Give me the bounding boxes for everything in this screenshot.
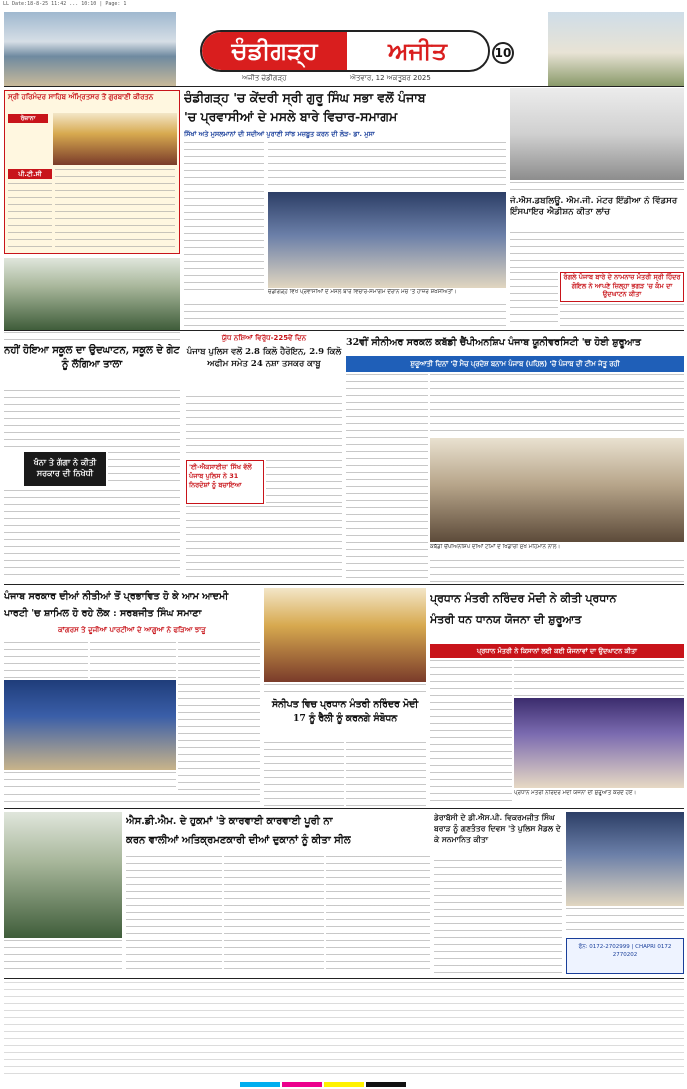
ad-title: ਸ੍ਰੀ ਹਰਿਮੰਦਰ ਸਾਹਿਬ ਅੰਮ੍ਰਿਤਸਰ ਤੋਂ ਗੁਰਬਾਣੀ ਕੀਰਤਨ: [8, 93, 154, 101]
modi-caption: ਪ੍ਰਧਾਨ ਮੰਤਰੀ ਨਰਿੰਦਰ ਮੋਦੀ ਯੋਜਨਾ ਦੀ ਸ਼ੁਰੂਆਤ ਕਰਦੇ ਹੋਏ।: [514, 790, 637, 796]
color-bar-cyan: [240, 1082, 280, 1087]
date-label: ਐਤਵਾਰ, 12 ਅਕਤੂਬਰ 2025: [350, 74, 431, 82]
drugs-box: 'ਈ-ਐਕਸਾਈਜ਼' ਸਿੱਖ ਵੱਲੋਂ ਪੰਜਾਬ ਪੁਲਿਸ ਨੇ 31 ਨਿਰਦੋਸ਼ਾਂ ਨੂੰ ਬਚਾਇਆ: [186, 460, 264, 504]
drugs-body-3: [186, 506, 342, 580]
header-rule: [4, 86, 684, 87]
modi-stage-photo: [264, 588, 426, 682]
aap-photo: [4, 680, 176, 770]
aap-body-3: [178, 642, 260, 792]
sdm-headline: [126, 812, 430, 852]
footer-ad: ਫੋਨ: 0172-2702999 | CHAPRI 0172 2770202: [566, 938, 684, 974]
school-body-2: [108, 452, 180, 486]
top-story-col2: [268, 142, 506, 190]
section-rule-3: [4, 808, 684, 809]
section-rule-1: [4, 330, 684, 331]
color-bar-magenta: [282, 1082, 322, 1087]
sdm-photo: [4, 812, 122, 938]
car-caption: [510, 182, 684, 194]
modi-photo: [514, 698, 684, 788]
aap-body-1: [4, 642, 88, 678]
golden-temple-photo: [53, 113, 177, 165]
modi-headline-line1: ਪ੍ਰਧਾਨ ਮੰਤਰੀ ਨਰਿੰਦਰ ਮੋਦੀ ਨੇ ਕੀਤੀ ਪ੍ਰਧਾਨ: [430, 592, 617, 605]
aap-body-4: [4, 794, 260, 806]
kabaddi-body-top: [430, 374, 684, 436]
ad-label-channel: ਪੀ.ਟੀ.ਸੀ: [8, 169, 52, 179]
masthead-city: ਚੰਡੀਗੜ੍ਹ: [202, 32, 347, 70]
car-body: [510, 232, 684, 272]
police-caption: [566, 908, 684, 936]
sdm-body-2: [224, 856, 324, 974]
car-headline: ਜੇ.ਐਸ.ਡਬਲਿਊ. ਐਮ.ਜੀ. ਮੋਟਰ ਇੰਡੀਆ ਨੇ ਵਿੰਡਸਰ ਇੰਸਪਾਇਰ ਐਡੀਸ਼ਨ ਕੀਤਾ ਲਾਂਚ: [510, 196, 678, 217]
top-story-caption: ਚੰਡੀਗੜ੍ਹ ਵਿਖੇ ਪ੍ਰਵਾਸੀਆਂ ਦੇ ਮਸਲੇ ਬਾਰੇ ਵਿਚਾਰ-ਸਮਾਗਮ ਦੌਰਾਨ ਮੰਚ 'ਤੇ ਹਾਜ਼ਰ ਸ਼ਖ਼ਸੀਅਤਾਂ।: [268, 289, 457, 295]
dateline: [200, 74, 490, 84]
section-rule-2: [4, 584, 684, 585]
drugs-body-1: [186, 396, 342, 458]
color-bar-black: [366, 1082, 406, 1087]
color-bar-yellow: [324, 1082, 364, 1087]
aap-subhead: ਕਾਂਗਰਸ ਤੇ ਦੂਜੀਆਂ ਪਾਰਟੀਆਂ ਦੇ ਆਗੂਆਂ ਨੇ ਫੜਿਆ ਝਾੜੂ: [58, 626, 206, 634]
aap-body-2: [90, 642, 176, 678]
masthead: [200, 30, 490, 72]
kabaddi-caption: ਕਬੱਡੀ ਚੈਂਪੀਅਨਸ਼ਿਪ ਦੀਆਂ ਟੀਮਾਂ ਦੇ ਖਿਡਾਰੀ ਮੁੱਖ ਮਹਿਮਾਨ ਨਾਲ।: [430, 544, 561, 550]
sdm-body-3: [326, 856, 430, 974]
school-box: ਖੰਨਾ ਤੇ ਗੱਗਾ ਨੇ ਕੀਤੀ ਸਰਕਾਰ ਦੀ ਨਿਖੇਧੀ: [24, 452, 106, 486]
drugs-kicker: ਯੁੱਧ ਨਸ਼ਿਆਂ ਵਿਰੁੱਧ-225ਵੇਂ ਦਿਨ: [221, 334, 307, 342]
car-col-right: [560, 304, 684, 326]
sdm-body-1: [126, 856, 222, 974]
top-story-headline: [184, 88, 506, 128]
car-photo: [510, 88, 684, 180]
aap-headline-line2: ਪਾਰਟੀ 'ਚ ਸ਼ਾਮਿਲ ਹੋ ਰਹੇ ਲੋਕ : ਸਰਬਜੀਤ ਸਿੰਘ ਸਮਾਣਾ: [4, 608, 202, 619]
gurbani-ad: [4, 90, 180, 254]
police-body-1: [434, 860, 562, 974]
top-story-subhead: ਸਿੱਖਾਂ ਅਤੇ ਮੁਸਲਮਾਨਾਂ ਦੀ ਸਦੀਆਂ ਪੁਰਾਣੀ ਸਾਂਝ ਮਜ਼ਬੂਤ ਕਰਨ ਦੀ ਲੋੜ- ਡਾ. ਮੁਸਾ: [184, 130, 375, 138]
school-body-1: [4, 390, 180, 448]
kabaddi-body-left: [346, 374, 428, 580]
school-body-3: [4, 490, 180, 580]
bottom-text-block: [4, 982, 684, 1078]
police-headline: ਡੇਰਾਬੱਸੀ ਦੇ ਡੀ.ਐਸ.ਪੀ. ਵਿਕਰਮਜੀਤ ਸਿੰਘ ਬਰਾੜ ਨੂੰ ਗਣਤੰਤਰ ਦਿਵਸ 'ਤੇ ਪੁਲਿਸ ਮੈਡਲ ਦੇ ਕੇ ਸਨਮਾਨਿਤ ਕੀਤਾ: [434, 813, 561, 845]
modi-body-1: [430, 660, 512, 806]
header-photo-left: [4, 12, 176, 86]
ad-body-text: [55, 169, 175, 249]
ad-label-daily: ਰੋਜ਼ਾਨਾ: [8, 114, 48, 123]
ad-body-text-2: [8, 183, 52, 249]
sonipat-body-2: [346, 742, 426, 806]
school-headline: ਨਹੀਂ ਹੋਇਆ ਸਕੂਲ ਦਾ ਉਦਘਾਟਨ, ਸਕੂਲ ਦੇ ਗੇਟ ਨੂੰ ਲੱਗਿਆ ਤਾਲਾ: [4, 345, 180, 370]
footer-rule: [4, 978, 684, 979]
top-story-continued: [184, 304, 506, 326]
top-story-col1: [184, 142, 264, 292]
sdm-photo-caption: [4, 940, 122, 974]
sonipat-headline: ਸੋਨੀਪਤ ਵਿਚ ਪ੍ਰਧਾਨ ਮੰਤਰੀ ਨਰਿੰਦਰ ਮੋਦੀ 17 ਨੂੰ ਰੈਲੀ ਨੂੰ ਕਰਨਗੇ ਸੰਬੋਧਨ: [271, 699, 419, 724]
kabaddi-headline: 32ਵੀਂ ਸੀਨੀਅਰ ਸਰਕਲ ਕਬੱਡੀ ਚੈਂਪੀਅਨਸ਼ਿਪ ਪੰਜਾਬ ਯੂਨੀਵਰਸਿਟੀ 'ਚ ਹੋਈ ਸ਼ੁਰੂਆਤ: [346, 337, 641, 348]
drugs-body-2: [266, 460, 342, 504]
sdm-headline-line1: ਐਸ.ਡੀ.ਐਮ. ਦੇ ਹੁਕਮਾਂ 'ਤੇ ਕਾਰਵਾਈ ਕਾਰਵਾਈ ਪੂਰੀ ਨਾ: [126, 816, 333, 827]
drugs-headline: ਪੰਜਾਬ ਪੁਲਿਸ ਵਲੋਂ 2.8 ਕਿਲੋ ਹੈਰੋਇਨ, 2.9 ਕਿਲੋ ਅਫੀਮ ਸਮੇਤ 24 ਨਸ਼ਾ ਤਸਕਰ ਕਾਬੂ: [186, 347, 342, 369]
kabaddi-body-bottom: [430, 560, 684, 582]
group-photo-caption: [4, 332, 180, 342]
aap-headline-line1: ਪੰਜਾਬ ਸਰਕਾਰ ਦੀਆਂ ਨੀਤੀਆਂ ਤੋਂ ਪ੍ਰਭਾਵਿਤ ਹੋ ਕੇ ਆਮ ਆਦਮੀ: [4, 591, 229, 602]
edition-label: ਅਜੀਤ ਚੰਡੀਗੜ੍ਹ: [242, 74, 287, 82]
aap-caption: [4, 772, 176, 792]
car-box-headline: ਰੰਗਲੇ ਪੰਜਾਬ ਬਾਰੇ ਦੇ ਨਾਮਨਾਜ਼ ਮੰਤਰੀ ਸ੍ਰੀ ਹਿੰਦਰ ਗੋਇਲ ਨੇ ਆਪਣੇ ਜ਼ਿਲ੍ਹਾ ਭਗੜ 'ਚ ਕੰਮ ਦਾ ਉਦਘਾਟਨ ਕੀਤਾ: [560, 272, 684, 302]
print-info-strip: LL Date:18-8-25 11:42 ... 10:10 | Page: 1: [3, 1, 127, 7]
modi-bar: ਪ੍ਰਧਾਨ ਮੰਤਰੀ ਨੇ ਕਿਸਾਨਾਂ ਲਈ ਕਈ ਯੋਜਨਾਵਾਂ ਦਾ ਉਦਘਾਟਨ ਕੀਤਾ: [430, 644, 684, 658]
aap-headline: [4, 588, 260, 624]
modi-headline-line2: ਮੰਤਰੀ ਧਨ ਧਾਨਯ ਯੋਜਨਾ ਦੀ ਸ਼ੁਰੂਆਤ: [430, 613, 582, 626]
group-photo-left: [4, 258, 180, 330]
sdm-headline-line2: ਕਰਨ ਵਾਲੀਆਂ ਅਤਿਕ੍ਰਮਣਕਾਰੀ ਦੀਆਂ ਦੁਕਾਨਾਂ ਨੂੰ ਕੀਤਾ ਸੀਲ: [126, 835, 351, 846]
page-number: 10: [492, 42, 514, 64]
kabaddi-bar: ਸ਼ੁਰੂਆਤੀ ਦਿਨਾਂ 'ਚੋਂ ਮੈਚ ਪ੍ਰਦੇਸ਼ ਬਨਾਮ ਪੰਜਾਬ (ਪਹਿਲ) 'ਚੋਂ ਪੰਜਾਬ ਦੀ ਟੀਮ ਜੇਤੂ ਰਹੀ: [346, 356, 684, 372]
car-col-left: [510, 272, 558, 326]
header-photo-right: [548, 12, 684, 86]
police-photo: [566, 812, 684, 906]
top-story-headline-line1: ਚੰਡੀਗੜ੍ਹ 'ਚ ਕੇਂਦਰੀ ਸ੍ਰੀ ਗੁਰੂ ਸਿੰਘ ਸਭਾ ਵਲੋਂ ਪੰਜਾਬ: [184, 90, 426, 105]
modi-headline: [430, 588, 684, 632]
modi-stage-caption: [264, 684, 426, 696]
sonipat-body-1: [264, 742, 344, 806]
kabaddi-photo: [430, 438, 684, 542]
modi-body-2: [514, 660, 684, 696]
masthead-paper: ਅਜੀਤ: [347, 32, 488, 70]
top-story-photo: [268, 192, 506, 288]
top-story-headline-line2: 'ਚ ਪ੍ਰਵਾਸੀਆਂ ਦੇ ਮਸਲੇ ਬਾਰੇ ਵਿਚਾਰ-ਸਮਾਗਮ: [184, 109, 398, 124]
